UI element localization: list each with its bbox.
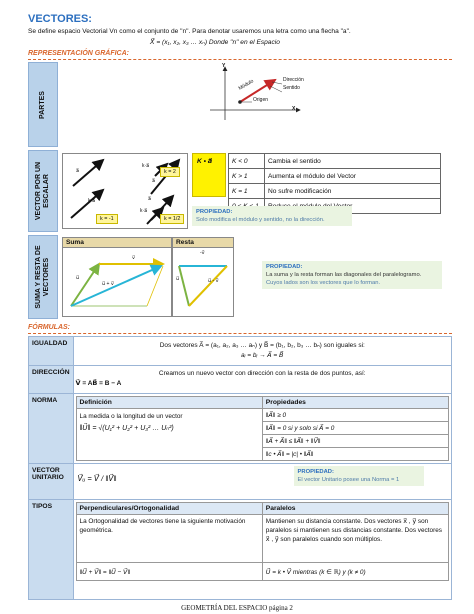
- column-header: Perpendiculares/Ortogonalidad: [76, 503, 262, 515]
- vector-difference: [189, 266, 227, 306]
- norm-property: ‖A⃗ + A⃗‖ ≤ ‖A⃗‖ + ‖V⃗‖: [262, 435, 448, 448]
- norm-property: ‖c • A⃗‖ = |c| • ‖A⃗‖: [262, 448, 448, 461]
- norm-property: ‖A⃗‖ ≥ 0: [262, 409, 448, 422]
- vec-label: k·a⃗: [140, 208, 148, 214]
- diff-vec-label: u⃗ - v⃗: [208, 278, 219, 284]
- k-cond: K < 0: [229, 154, 265, 169]
- table-row: [29, 464, 452, 500]
- side-label-suma-resta: SUMA Y RESTA DE VECTORES: [28, 235, 58, 319]
- direction-formula: V⃗ = AB⃗ = B − A: [75, 380, 122, 387]
- table-row: [229, 184, 441, 199]
- table-row: [229, 169, 441, 184]
- par-text: Mantienen su distancia constante. Dos vectores x⃗ , y⃗ son paralelos si mantienen sus distancias constante. Dos vectores x⃗ , y⃗ son paralelos cuando son múltiplos.: [262, 515, 448, 563]
- table-row: [29, 366, 452, 394]
- column-header: Definición: [76, 397, 262, 409]
- k-badge: k = 2: [160, 167, 180, 177]
- norm-definition: La medida o la longitud de un vector ‖U⃗‖ = √(U₁² + U₂² + U₃² … Uₙ²): [76, 409, 262, 461]
- norm-table: [76, 396, 449, 461]
- axis-y-label: Y: [222, 63, 226, 69]
- pointer-line: [270, 86, 282, 92]
- equality-formula: aᵢ = bᵢ → A⃗ = B⃗: [241, 352, 284, 359]
- direction-label: Dirección: [283, 77, 304, 83]
- sum-vec-label: u⃗ + v⃗: [102, 281, 114, 287]
- module-label: Módulo: [237, 78, 255, 92]
- side-label-partes: PARTES: [28, 62, 58, 147]
- perp-text: La Ortogonalidad de vectores tiene la siguiente motivación geométrica.: [76, 515, 262, 563]
- k-cond: K = 1: [229, 184, 265, 199]
- divider: [28, 59, 452, 60]
- table-row: [76, 397, 448, 409]
- vec-label: a⃗: [76, 168, 80, 174]
- vec-label: k·a⃗: [142, 163, 150, 169]
- par-formula: U⃗ = k • V⃗ mientras (k ∈ ℝ) y (k ≠ 0): [262, 563, 448, 581]
- direction-text: Creamos un nuevo vector con dirección con la resta de dos puntos, así:: [158, 370, 366, 377]
- unit-property-note: PROPIEDAD: El vector Unitario posee una Norma = 1: [294, 466, 424, 486]
- table-row: [76, 563, 448, 581]
- table-row: [229, 154, 441, 169]
- k-badge: k = -1: [96, 214, 118, 224]
- diff-title: Resta: [173, 238, 233, 248]
- pointer-line: [272, 82, 282, 84]
- origin-dot: [238, 100, 242, 104]
- difference-diagram: [172, 237, 234, 317]
- table-row: [29, 337, 452, 366]
- vec-label: a⃗: [148, 196, 152, 202]
- sum-vec-label: u⃗: [76, 275, 80, 281]
- formulas-table: [28, 336, 452, 600]
- page-title: VECTORES:: [28, 13, 92, 25]
- difference-arrows: [173, 248, 235, 316]
- scalar-table: [228, 153, 441, 214]
- equality-text: Dos vectores A⃗ = (a₁, a₂, a₃ … aₙ) y B⃗ = (b₁, b₂, b₃ … bₙ) son iguales si:: [159, 342, 365, 349]
- k-desc: Cambia el sentido: [265, 154, 441, 169]
- perp-formula: ‖U⃗ + V⃗‖ = ‖U⃗ − V⃗‖: [76, 563, 262, 581]
- side-label-escalar: VECTOR POR UN ESCALAR: [28, 150, 58, 232]
- types-table: [76, 502, 449, 581]
- vector-parts-diagram: [200, 62, 310, 124]
- sum-arrows: [63, 248, 173, 316]
- unit-formula: V⃗ᵤ = V⃗ / ‖V⃗‖: [77, 474, 117, 483]
- formulas-heading: FÓRMULAS:: [28, 324, 70, 331]
- table-row: [29, 500, 452, 600]
- row-label: DIRECCIÓN: [29, 366, 74, 394]
- sum-title: Suma: [63, 238, 171, 248]
- intro-text: Se define espacio Vectorial Vn como el conjunto de "n". Para denotar usaremos una letra como una flecha "a".: [28, 28, 351, 35]
- origin-label: Origen: [253, 97, 269, 103]
- table-row: [76, 515, 448, 563]
- row-label: VECTOR UNITARIO: [29, 464, 74, 500]
- k-header-box: [192, 153, 226, 197]
- types-cell: [73, 500, 451, 600]
- page-footer: GEOMETRÍA DEL ESPACIO página 2: [181, 604, 293, 612]
- diff-vec-label: -v⃗: [200, 250, 205, 256]
- sum-property-note: PROPIEDAD: La suma y la resta forman las diagonales del paralelogramo. Cuyos lados son los vectores que lo forman.: [262, 261, 442, 289]
- k-header: K • a⃗: [197, 158, 213, 165]
- column-header: Propiedades: [262, 397, 448, 409]
- table-row: [76, 503, 448, 515]
- diff-vec-label: u⃗: [176, 276, 180, 282]
- vector-u: [179, 266, 189, 306]
- row-label: TIPOS: [29, 500, 74, 600]
- axis-x-label: X: [292, 106, 296, 112]
- divider: [28, 333, 452, 334]
- k-cond: K > 1: [229, 169, 265, 184]
- column-header: Paralelos: [262, 503, 448, 515]
- norm-property: ‖A⃗‖ = 0 si y solo si A⃗ = 0: [262, 422, 448, 435]
- row-label: IGUALDAD: [29, 337, 74, 366]
- k-desc: Aumenta el módulo del Vector: [265, 169, 441, 184]
- table-row: [29, 394, 452, 464]
- norm-cell: [73, 394, 451, 464]
- sum-vec-label: v⃗: [132, 255, 135, 261]
- unit-cell: [73, 464, 451, 500]
- table-row: [76, 409, 448, 422]
- graphic-heading: REPRESENTACIÓN GRÁFICA:: [28, 50, 129, 57]
- row-label: NORMA: [29, 394, 74, 464]
- definition-formula: X⃗ = (x₁, x₂, x₃ … xₙ) Donde "n" en el Espacio: [150, 39, 280, 46]
- vec-label: a⃗: [152, 178, 156, 184]
- k-badge: k = 1/2: [160, 214, 184, 224]
- direction-cell: [73, 366, 451, 394]
- k-desc: No sufre modificación: [265, 184, 441, 199]
- equality-cell: [73, 337, 451, 366]
- sense-label: Sentido: [283, 85, 300, 91]
- vec-label: k·a⃗: [88, 198, 96, 204]
- scalar-property-note: PROPIEDAD: Solo modifica el módulo y sentido, no la dirección.: [192, 206, 352, 226]
